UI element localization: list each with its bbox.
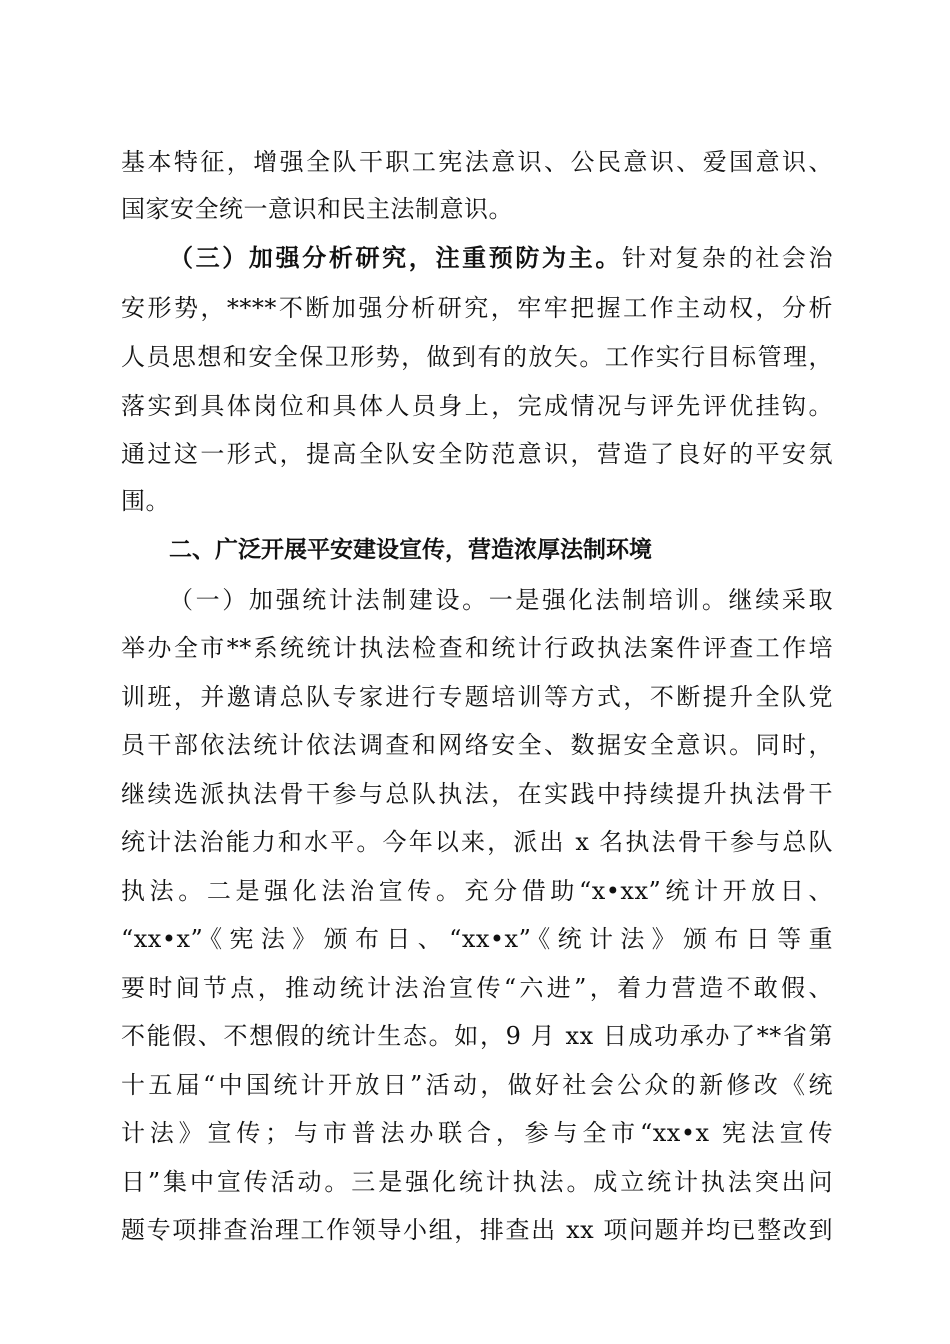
section-heading: 二、广泛开展平安建设宣传，营造浓厚法制环境 — [169, 537, 652, 563]
paragraph-line: 基本特征，增强全队干职工宪法意识、公民意识、爱国意识、 — [121, 148, 833, 176]
paragraph-line: 计法》宣传；与市普法办联合，参与全市“xx•x 宪法宣传 — [121, 1119, 833, 1147]
paragraph-line: 日”集中宣传活动。三是强化统计执法。成立统计执法突出问 — [121, 1168, 833, 1196]
paragraph-line: （一）加强统计法制建设。一是强化法制培训。继续采取 — [169, 586, 833, 614]
paragraph-line: 要时间节点，推动统计法治宣传“六进”，着力营造不敢假、 — [121, 974, 833, 1002]
paragraph-line: 执法。二是强化法治宣传。充分借助“x•xx”统计开放日、 — [121, 877, 833, 905]
paragraph-line — [169, 238, 833, 278]
paragraph-line: 通过这一形式，提高全队安全防范意识，营造了良好的平安氛 — [121, 440, 833, 468]
paragraph-line: 员干部依法统计依法调查和网络安全、数据安全意识。同时， — [121, 731, 833, 759]
paragraph-line: 训班，并邀请总队专家进行专题培训等方式，不断提升全队党 — [121, 683, 833, 711]
paragraph-line: “xx•x”《宪法》颁布日、“xx•x”《统计法》颁布日等重 — [121, 925, 833, 953]
paragraph-line: 十五届“中国统计开放日”活动，做好社会公众的新修改《统 — [121, 1071, 833, 1099]
paragraph-line: 人员思想和安全保卫形势，做到有的放矢。工作实行目标管理， — [121, 343, 833, 371]
paragraph-line: 围。 — [121, 487, 170, 515]
paragraph-line: 统计法治能力和水平。今年以来，派出 x 名执法骨干参与总队 — [121, 828, 833, 856]
section-lead: （三）加强分析研究，注重预防为主。 — [169, 243, 622, 272]
paragraph-line: 举办全市**系统统计执法检查和统计行政执法案件评查工作培 — [121, 634, 833, 662]
paragraph-line: 继续选派执法骨干参与总队执法，在实践中持续提升执法骨干 — [121, 780, 833, 808]
paragraph-line: 题专项排查治理工作领导小组，排查出 xx 项问题并均已整改到 — [121, 1216, 833, 1244]
paragraph-line: 国家安全统一意识和民主法制意识。 — [121, 195, 513, 223]
paragraph-line: 安形势，****不断加强分析研究，牢牢把握工作主动权，分析 — [121, 294, 833, 322]
paragraph-line: 不能假、不想假的统计生态。如，9 月 xx 日成功承办了**省第 — [121, 1022, 833, 1050]
paragraph-line: 落实到具体岗位和具体人员身上，完成情况与评先评优挂钩。 — [121, 392, 833, 420]
paragraph-text: 针对复杂的社会治 — [621, 244, 834, 272]
